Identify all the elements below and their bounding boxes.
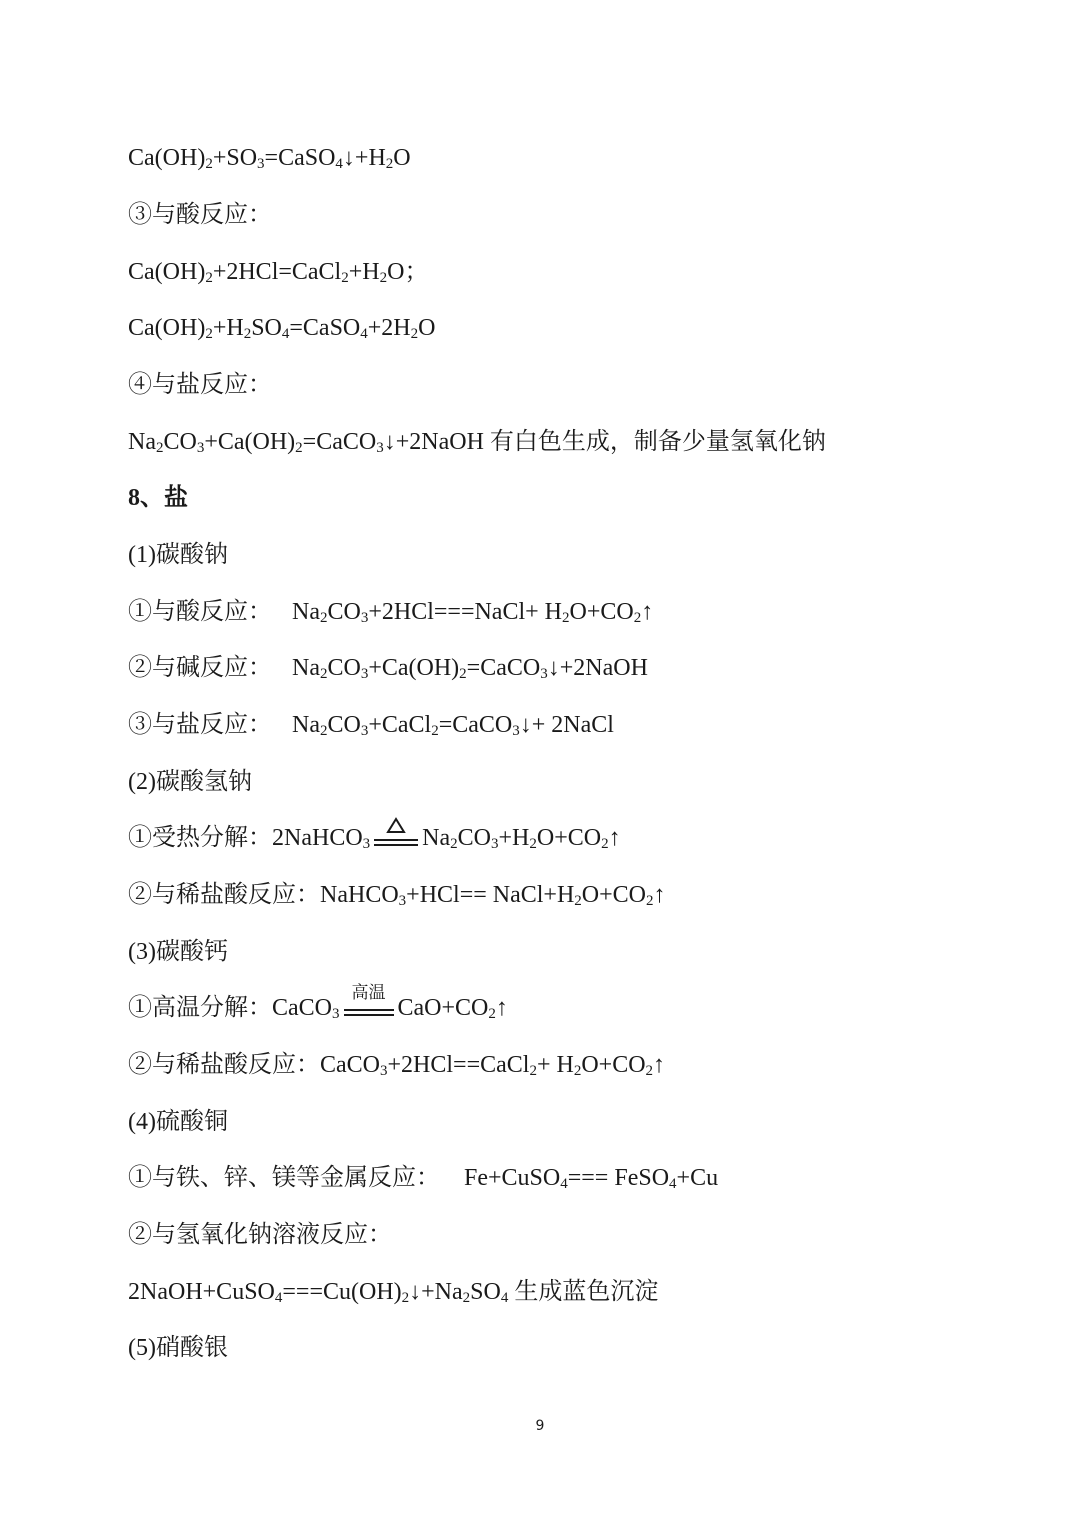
equation-caoh2-hcl: $Ca(OH)_2+2HCl=CaCl_2+H_2O$； xyxy=(128,259,429,286)
equation-nahco3-hcl: ②与稀盐酸反应：NaHCO$_3$+HCl== $NaCl+H_2O+CO_2↑$ xyxy=(128,882,666,909)
equation-cuso4-metal: ①与铁、锌、镁等金属反应： Fe+CuSO$_4$=== FeSO$_4$+Cu xyxy=(128,1165,719,1192)
page-number: 9 xyxy=(535,1418,545,1434)
equation-caco3-decompose: ①高温分解：CaCO$_3$ 高温 $CaO+CO_2↑$ xyxy=(128,983,508,1022)
heading-react-with-salt: ④与盐反应： xyxy=(128,372,272,398)
equation-nahco3-decompose: ①受热分解：2NaHCO$_3$ $Na_2CO_3+H_2O+CO_2↑$ xyxy=(128,823,621,853)
equation-caoh2-so3: $Ca(OH)_2+SO_3=CaSO_4↓+H_2O$ xyxy=(128,145,411,172)
equation-na2co3-acid: ①与酸反应： $Na_2CO_3+2HCl===NaCl+$ $H_2O+CO_2↑$ xyxy=(128,599,654,626)
equation-na2co3-salt: ③与盐反应： $Na_2CO_3+CaCl_2=CaCO_3↓+$ 2NaCl xyxy=(128,712,614,739)
subheading-silver-nitrate: (5)硝酸银 xyxy=(128,1335,228,1361)
equation-na2co3-base: ②与碱反应： $Na_2CO_3+Ca(OH)_2=CaCO_3↓+2NaOH$ xyxy=(128,655,648,682)
subheading-copper-sulfate: (4)硫酸铜 xyxy=(128,1109,228,1135)
equation-naoh-cuso4: $2NaOH+CuSO_4===Cu(OH)_2↓+Na_2SO_4$ 生成蓝色沉淀 xyxy=(128,1279,659,1306)
subheading-sodium-bicarbonate: (2)碳酸氢钠 xyxy=(128,769,252,795)
heating-condition-arrow xyxy=(372,823,420,853)
section-heading-salt: 8、盐 xyxy=(128,485,188,511)
subheading-calcium-carbonate: (3)碳酸钙 xyxy=(128,939,228,965)
heat-triangle-icon xyxy=(386,817,406,835)
heading-react-with-acid: ③与酸反应： xyxy=(128,202,272,228)
high-temp-condition-arrow: 高温 xyxy=(342,993,396,1023)
equation-na2co3-caoh2: $Na_2CO_3+Ca(OH)_2=CaCO_3↓+2NaOH$ 有白色生成，制备少量氢氧化钠 xyxy=(128,429,826,456)
equation-caco3-hcl: ②与稀盐酸反应：CaCO$_3$+2HCl==CaCl$_2$+ $H_2O+CO_2↑$ xyxy=(128,1052,666,1079)
heading-react-with-naoh: ②与氢氧化钠溶液反应： xyxy=(128,1222,392,1248)
equation-caoh2-h2so4: $Ca(OH)_2+H_2SO_4=CaSO_4+2H_2O$ xyxy=(128,315,436,342)
subheading-sodium-carbonate: (1)碳酸钠 xyxy=(128,542,228,568)
